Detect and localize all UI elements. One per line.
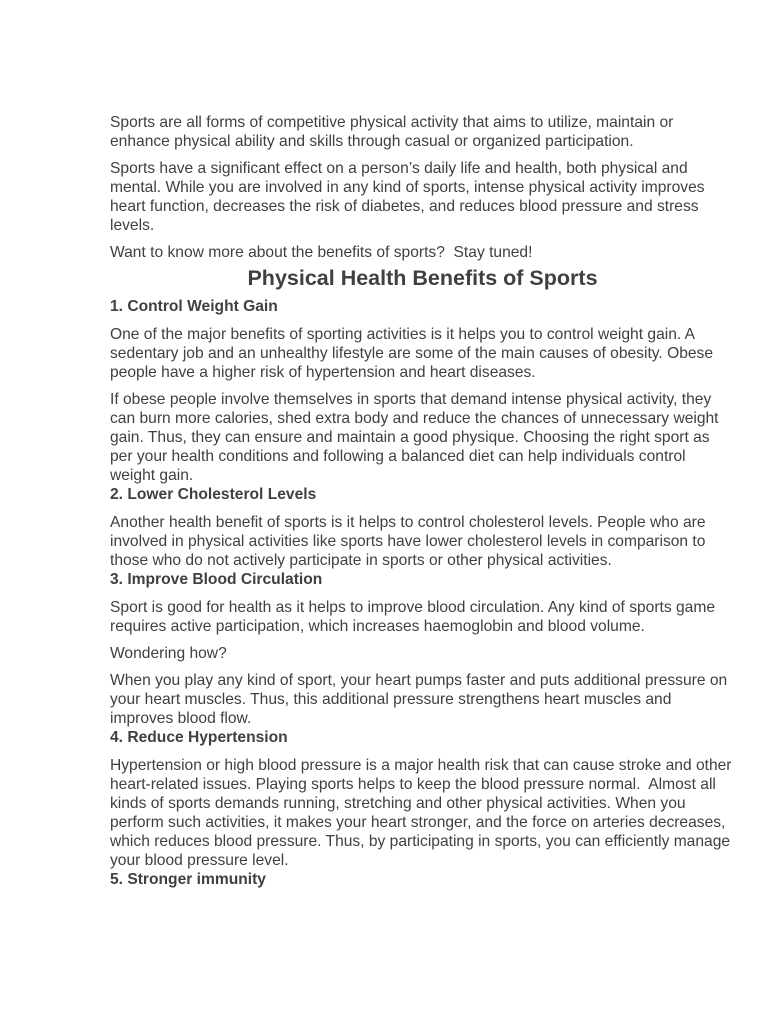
section-heading: 3. Improve Blood Circulation (110, 571, 323, 588)
page-title: Physical Health Benefits of Sports (247, 266, 598, 290)
section-heading: 4. Reduce Hypertension (110, 729, 288, 746)
section-paragraph: When you play any kind of sport, your heart pumps faster and puts additional pressure on your heart muscles. Thus, this additional pressure strengthens heart muscles and improves blood flow. (110, 672, 728, 727)
intro-paragraph: Sports are all forms of competitive physical activity that aims to utilize, maintain or enhance physical ability and skills through casual or organized participation. (110, 114, 674, 150)
document-page (110, 113, 735, 898)
intro-paragraph: Want to know more about the benefits of sports? Stay tuned! (110, 244, 533, 261)
section-heading: 2. Lower Cholesterol Levels (110, 486, 317, 503)
section-paragraph: One of the major benefits of sporting activities is it helps you to control weight gain. A sedentary job and an unhealthy lifestyle are some of the main causes of obesity. Obese people have a higher risk of hypertension and heart diseases. (110, 326, 714, 381)
section-paragraph: If obese people involve themselves in sports that demand intense physical activity, they can burn more calories, shed extra body and reduce the chances of unnecessary weight gain. Thus, they can ensure and maintain a good physique. Choosing the right sport as per your health conditions and following a balanced diet can help individuals control weight gain. (110, 391, 719, 484)
intro-paragraph: Sports have a significant effect on a person’s daily life and health, both physical and mental. While you are involved in any kind of sports, intense physical activity improves heart function, decreases the risk of diabetes, and reduces blood pressure and stress levels. (110, 160, 705, 234)
section-heading: 1. Control Weight Gain (110, 298, 278, 315)
section-paragraph: Wondering how? (110, 645, 227, 662)
section-paragraph: Hypertension or high blood pressure is a major health risk that can cause stroke and other heart-related issues. Playing sports helps to keep the blood pressure normal. Almost all kinds of sports demands running, stretching and other physical activities. When you perform such activities, it makes your heart stronger, and the force on arteries decreases, which reduces blood pressure. Thus, by participating in sports, you can efficiently manage your blood pressure level. (110, 757, 732, 869)
section-paragraph: Another health benefit of sports is it helps to control cholesterol levels. People who are involved in physical activities like sports have lower cholesterol levels in comparison to those who do not actively participate in sports or other physical activities. (110, 514, 706, 569)
section-paragraph: Sport is good for health as it helps to improve blood circulation. Any kind of sports game requires active participation, which increases haemoglobin and blood volume. (110, 599, 716, 635)
section-heading: 5. Stronger immunity (110, 871, 266, 888)
